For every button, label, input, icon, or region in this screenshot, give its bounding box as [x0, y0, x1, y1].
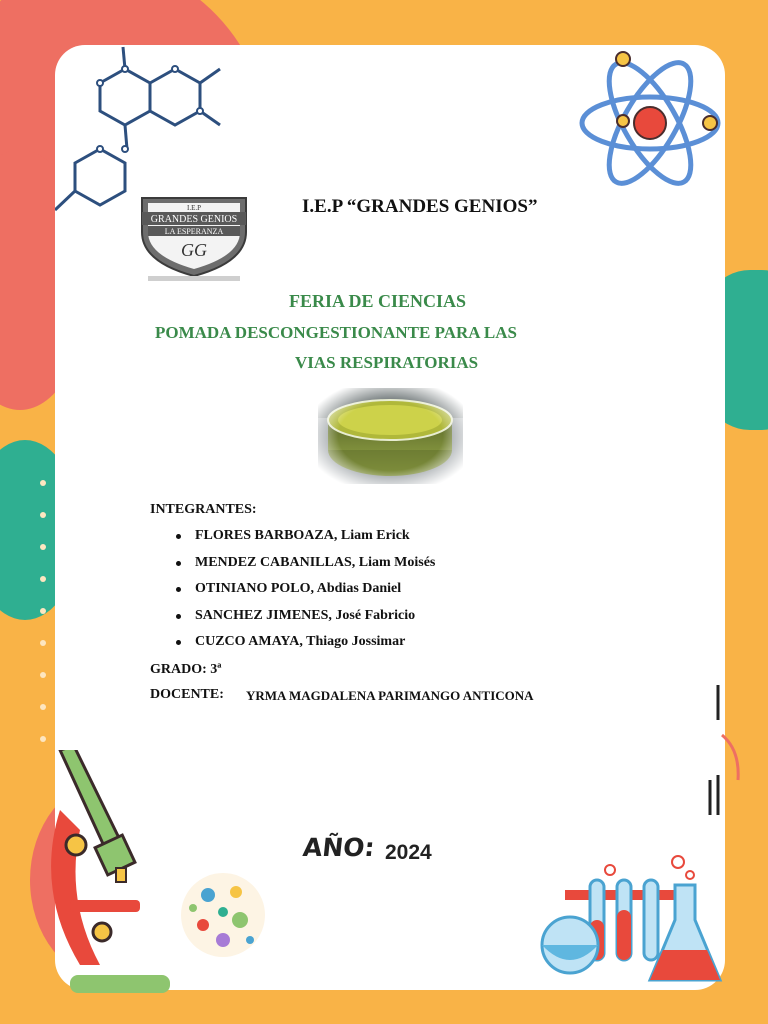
ointment-jar-image	[318, 388, 463, 484]
members-label: INTEGRANTES:	[150, 502, 257, 517]
bullet	[176, 587, 181, 592]
bullet	[176, 561, 181, 566]
member-surname: OTINIANO POLO,	[195, 581, 315, 596]
grade: GRADO: 3ª	[150, 662, 222, 677]
member-surname: CUZCO AMAYA,	[195, 634, 303, 649]
bullet	[176, 640, 181, 645]
logo-text-main: GRANDES GENIOS	[150, 214, 238, 225]
project-title-line-1: POMADA DESCONGESTIONANTE PARA LAS	[155, 323, 517, 342]
decorative-dots	[40, 480, 46, 768]
bullet	[176, 614, 181, 619]
bacteria-icon	[178, 870, 268, 960]
project-title-line-2: VIAS RESPIRATORIAS	[295, 353, 479, 372]
lab-glassware-icon	[535, 850, 725, 990]
microscope-icon	[40, 750, 170, 1000]
member-name: José Fabricio	[335, 607, 416, 623]
logo-text-top: I.E.P	[187, 204, 201, 212]
member-name: Liam Moisés	[358, 554, 436, 570]
member-name: Abdias Daniel	[316, 581, 402, 596]
school-logo	[138, 192, 250, 284]
logo-text-sub: LA ESPERANZA	[164, 227, 224, 236]
teacher-name: YRMA MAGDALENA PARIMANGO ANTICONA	[246, 688, 534, 703]
event-title: FERIA DE CIENCIAS	[289, 291, 467, 311]
music-lines-decoration	[700, 680, 740, 820]
atom-icon	[565, 45, 725, 195]
member-name: Liam Erick	[340, 528, 410, 543]
member-surname: MENDEZ CABANILLAS,	[195, 554, 356, 570]
school-name: I.E.P “GRANDES GENIOS”	[302, 196, 538, 217]
logo-initials: GG	[181, 240, 207, 260]
year-label: AÑO:	[301, 833, 377, 862]
member-surname: SANCHEZ JIMENES,	[195, 607, 332, 623]
member-surname: FLORES BARBOAZA,	[195, 528, 338, 543]
year-value: 2024	[385, 841, 432, 864]
member-name: Thiago Jossimar	[306, 634, 406, 649]
bullet	[176, 534, 181, 539]
teacher-label: DOCENTE:	[150, 687, 224, 702]
